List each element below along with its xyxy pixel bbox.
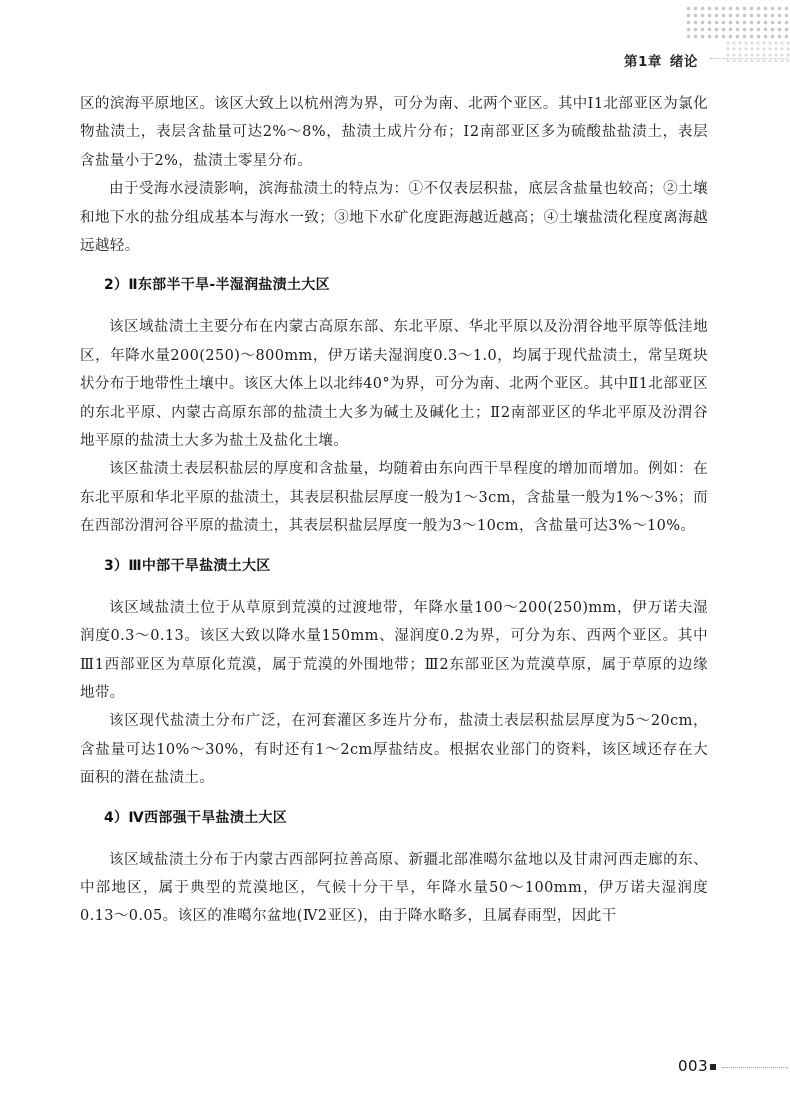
header-dot-pattern	[685, 5, 790, 39]
paragraph-region-2-distribution: 该区域盐渍土主要分布在内蒙古高原东部、东北平原、华北平原以及汾渭谷地平原等低洼地区，年降水量200(250)～800mm，伊万诺夫湿润度0.3～1.0，均属于现代盐渍土，常呈斑块状分布于地带性土壤中。该区大体上以北纬40°为界，可分为南、北两个亚区。其中Ⅱ1北部亚区的东北平原、内蒙古高原东部的盐渍土大多为碱土及碱化土；Ⅱ2南部亚区的华北平原及汾渭谷地平原的盐渍土大多为盐土及盐化土壤。	[80, 319, 708, 450]
chapter-title: 绪论	[669, 54, 698, 70]
chapter-number: 第1章	[624, 54, 662, 70]
paragraph-region-3-distribution: 该区域盐渍土位于从草原到荒漠的过渡地带，年降水量100～200(250)mm，伊万诺夫湿润度0.3～0.13。该区大致以降水量150mm、湿润度0.2为界，可分为东、西两个亚区。其中Ⅲ1西部亚区为草原化荒漠，属于荒漠的外围地带；Ⅲ2东部亚区为荒漠草原，属于草原的边缘地带。	[80, 599, 708, 701]
paragraph-continued: 区的滨海平原地区。该区大致上以杭州湾为界，可分为南、北两个亚区。其中Ⅰ1北部亚区为氯化物盐渍土，表层含盐量可达2%～8%，盐渍土成片分布；Ⅰ2南部亚区多为硫酸盐盐渍土，表层含盐量小于2%，盐渍土零星分布。	[80, 96, 708, 169]
paragraph-coastal-characteristics: 由于受海水浸渍影响，滨海盐渍土的特点为：①不仅表层积盐，底层含盐量也较高；②土壤和地下水的盐分组成基本与海水一致；③地下水矿化度距海越近越高；④土壤盐渍化程度离海越远越轻。	[80, 181, 708, 255]
section-heading-2: 2）Ⅱ东部半干旱-半湿润盐渍土大区	[104, 277, 330, 294]
paragraph-region-3-modern-soil: 该区现代盐渍土分布广泛，在河套灌区多连片分布，盐渍土表层积盐层厚度为5～20cm，含盐量可达10%～30%，有时还有1～2cm厚盐结皮。根据农业部门的资料，该区域还存在大面积的潜在盐渍土。	[80, 713, 708, 787]
section-heading-4: 4）Ⅳ西部强干旱盐渍土大区	[104, 809, 288, 826]
page-header	[0, 0, 790, 80]
header-dotted-rule	[710, 58, 788, 63]
page-body	[80, 90, 708, 931]
page-number: 003	[678, 1057, 709, 1075]
section-heading-3: 3）Ⅲ中部干旱盐渍土大区	[104, 557, 271, 574]
footer-dotted-rule	[722, 1067, 788, 1068]
chapter-label	[624, 50, 698, 70]
paragraph-region-2-salt-layer: 该区盐渍土表层积盐层的厚度和含盐量，均随着由东向西干旱程度的增加而增加。例如：在东北平原和华北平原的盐渍土，其表层积盐层厚度一般为1～3cm，含盐量一般为1%～3%；而在西部汾渭河谷平原的盐渍土，其表层积盐层厚度一般为3～10cm，含盐量可达3%～10%。	[80, 461, 708, 535]
footer-square-marker	[710, 1064, 716, 1070]
paragraph-region-4-distribution: 该区域盐渍土分布于内蒙古西部阿拉善高原、新疆北部准噶尔盆地以及甘肃河西走廊的东、中部地区，属于典型的荒漠地区，气候十分干旱，年降水量50～100mm，伊万诺夫湿润度0.13～0.05。该区的准噶尔盆地(Ⅳ2亚区)，由于降水略多，且属春雨型，因此干	[80, 851, 708, 925]
